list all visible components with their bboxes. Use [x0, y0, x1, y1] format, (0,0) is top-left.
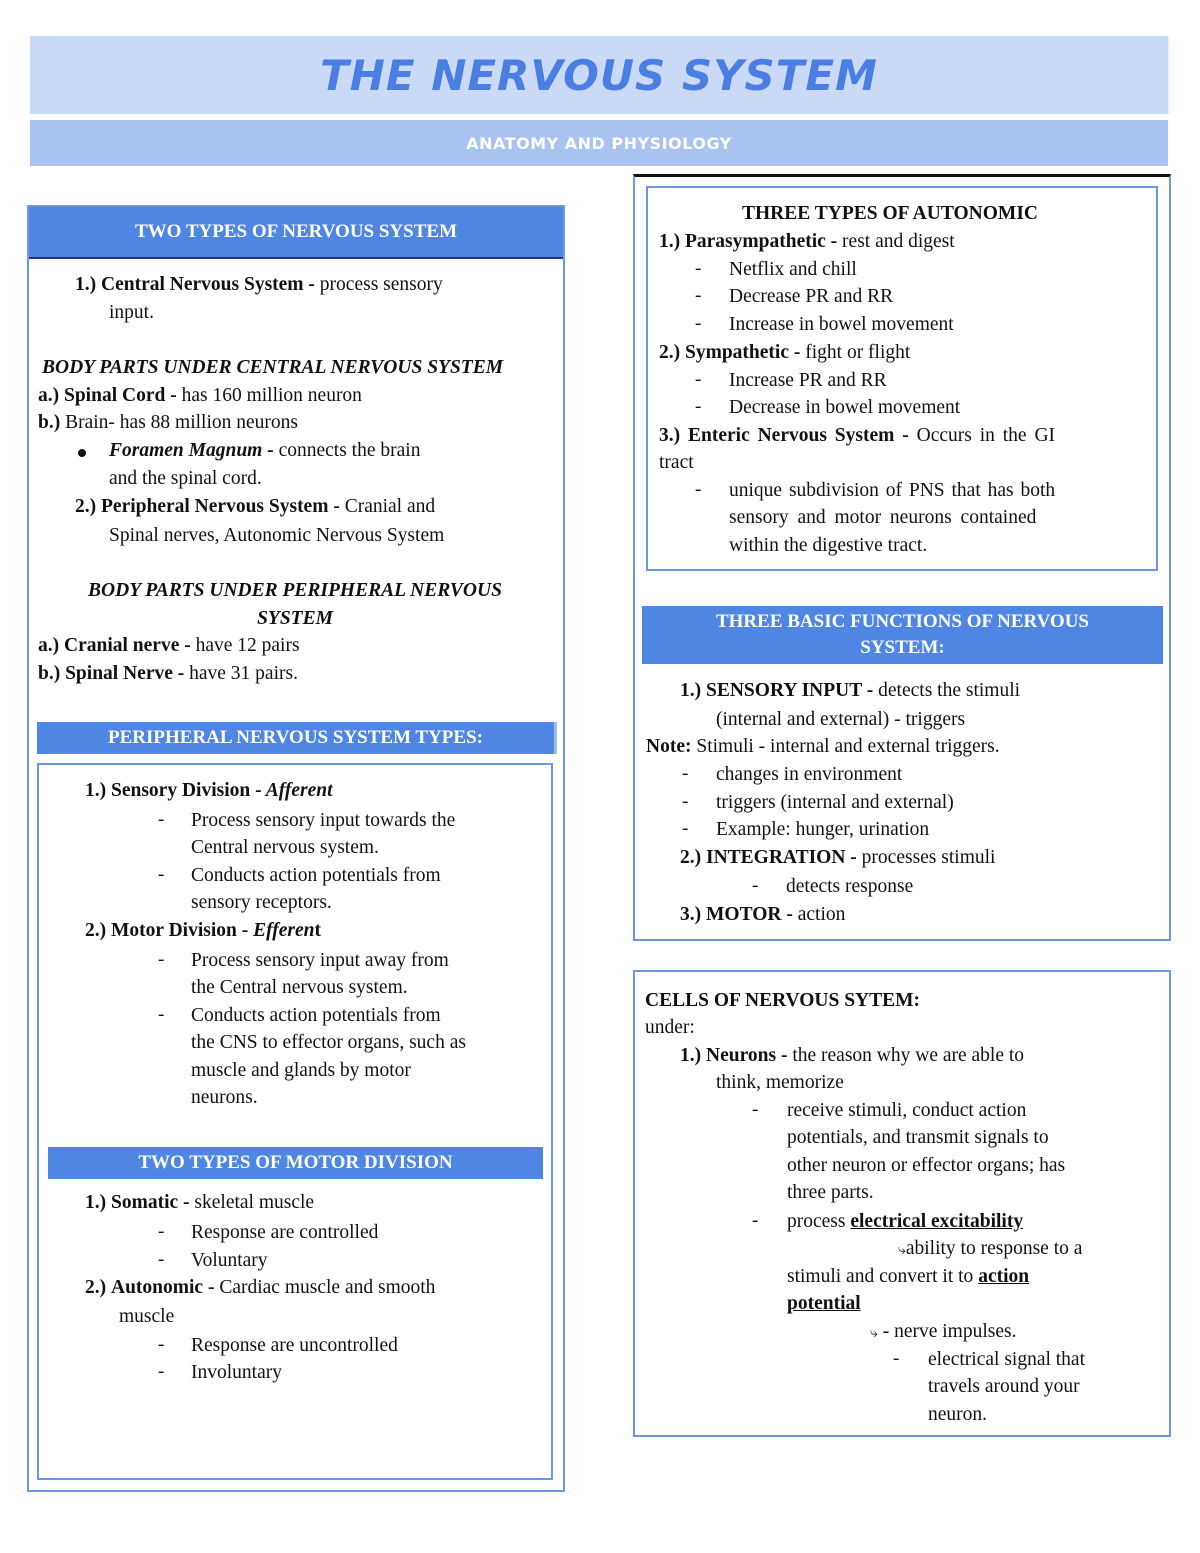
subtitle-banner — [30, 120, 1168, 166]
md-bullet-2: Conducts action potentials from — [191, 1005, 441, 1026]
dash: - — [158, 1334, 165, 1355]
note-bullet-2: triggers (internal and external) — [716, 792, 954, 813]
symp-bullet-2: Decrease in bowel movement — [729, 397, 961, 418]
spinal-cord-item: a.) Spinal Cord - has 160 million neuron — [38, 385, 362, 406]
dash: - — [158, 1221, 165, 1242]
dash: - — [158, 809, 165, 830]
dash: - — [682, 763, 689, 784]
page-title: THE NERVOUS SYSTEM — [320, 50, 878, 100]
page-subtitle: ANATOMY AND PHYSIOLOGY — [466, 133, 732, 153]
parasympathetic-item: 1.) Parasympathetic - rest and digest — [659, 231, 955, 252]
md-bullet-2-cont: muscle and glands by motor — [191, 1060, 411, 1081]
ability-line: ⤷ability to response to a — [898, 1238, 1083, 1259]
arrow-icon: ⤷ — [898, 1242, 906, 1258]
md-bullet-2-cont: the CNS to effector organs, such as — [191, 1032, 466, 1053]
sensory-input-item: 1.) SENSORY INPUT - detects the stimuli — [680, 680, 1021, 701]
enteric-bullet-1-cont: within the digestive tract. — [729, 535, 928, 556]
cells-under: under: — [645, 1017, 695, 1038]
pns-item-cont: Spinal nerves, Autonomic Nervous System — [109, 525, 445, 546]
dash: - — [158, 1361, 165, 1382]
dash: - — [158, 864, 165, 885]
dash: - — [695, 285, 702, 306]
dash: - — [695, 396, 702, 417]
autonomic-item: 2.) Autonomic - Cardiac muscle and smooth — [85, 1277, 436, 1298]
dash: - — [752, 1210, 759, 1231]
para-bullet-3: Increase in bowel movement — [729, 314, 954, 335]
sd-bullet-2: Conducts action potentials from — [191, 865, 441, 886]
cells-box — [633, 970, 1171, 1437]
symp-bullet-1: Increase PR and RR — [729, 370, 887, 391]
foramen-magnum-cont: and the spinal cord. — [109, 468, 262, 489]
neuron-bullet-1-cont: three parts. — [787, 1182, 874, 1203]
enteric-bullet-1-cont: sensory and motor neurons contained — [729, 507, 1037, 528]
md-bullet-1: Process sensory input away from — [191, 950, 449, 971]
neuron-bullet-2: process electrical excitability — [787, 1211, 1024, 1232]
motor-division-item: 2.) Motor Division - Efferent — [85, 920, 321, 941]
section-header-pns-types: PERIPHERAL NERVOUS SYSTEM TYPES: — [37, 722, 557, 754]
enteric-item-cont: tract — [659, 452, 694, 473]
autonomic-bullet-2: Involuntary — [191, 1362, 282, 1383]
motor-item: 3.) MOTOR - action — [680, 904, 846, 925]
integration-bullet-1: detects response — [786, 876, 914, 897]
note-bullet-3: Example: hunger, urination — [716, 819, 930, 840]
potential-line: potential — [787, 1293, 861, 1314]
sensory-division-item: 1.) Sensory Division - Afferent — [85, 780, 333, 801]
sympathetic-item: 2.) Sympathetic - fight or flight — [659, 342, 911, 363]
sd-bullet-1: Process sensory input towards the — [191, 810, 456, 831]
dash: - — [158, 1249, 165, 1270]
section-header-basic-functions: THREE BASIC FUNCTIONS OF NERVOUS SYSTEM: — [642, 606, 1163, 664]
para-bullet-2: Decrease PR and RR — [729, 286, 894, 307]
sensory-input-cont: (internal and external) - triggers — [716, 709, 966, 730]
note-item: Note: Stimuli - internal and external triggers. — [646, 736, 1000, 757]
foramen-magnum-item: Foramen Magnum - connects the brain — [109, 440, 421, 461]
dash: - — [695, 479, 702, 500]
neuron-bullet-1-cont: other neuron or effector organs; has — [787, 1155, 1066, 1176]
dash: - — [752, 875, 759, 896]
dash: - — [158, 1004, 165, 1025]
integration-item: 2.) INTEGRATION - processes stimuli — [680, 847, 996, 868]
cells-heading: CELLS OF NERVOUS SYTEM: — [645, 990, 921, 1011]
dash: - — [752, 1099, 759, 1120]
autonomic-bullet-1: Response are uncontrolled — [191, 1335, 398, 1356]
impulse-bullet-1-cont: neuron. — [928, 1404, 988, 1425]
cns-item: 1.) Central Nervous System - process sensory — [75, 274, 443, 295]
neuron-bullet-1: receive stimuli, conduct action — [787, 1100, 1027, 1121]
section-header-two-types-nervous: TWO TYPES OF NERVOUS SYSTEM — [29, 207, 563, 259]
neurons-item-cont: think, memorize — [716, 1072, 844, 1093]
cns-parts-heading: BODY PARTS UNDER CENTRAL NERVOUS SYSTEM — [42, 357, 504, 378]
stimuli-line: stimuli and convert it to action — [787, 1266, 1030, 1287]
dash: - — [682, 791, 689, 812]
dash: - — [695, 369, 702, 390]
somatic-bullet-1: Response are controlled — [191, 1222, 379, 1243]
title-banner — [30, 36, 1170, 114]
bullet-dot — [78, 449, 86, 457]
dash: - — [695, 313, 702, 334]
dash: - — [682, 818, 689, 839]
neuron-bullet-1-cont: potentials, and transmit signals to — [787, 1127, 1049, 1148]
section-header-motor-division: TWO TYPES OF MOTOR DIVISION — [48, 1147, 543, 1179]
impulses-line: ⤷ - nerve impulses. — [870, 1321, 1017, 1342]
pns-parts-heading: BODY PARTS UNDER PERIPHERAL NERVOUS SYSTEM — [88, 580, 502, 629]
pns-item: 2.) Peripheral Nervous System - Cranial and — [75, 496, 436, 517]
enteric-item: 3.) Enteric Nervous System - Occurs in the GI — [659, 425, 1056, 446]
dash: - — [158, 949, 165, 970]
enteric-bullet-1: unique subdivision of PNS that has both — [729, 480, 1056, 501]
sd-bullet-1-cont: Central nervous system. — [191, 837, 379, 858]
cranial-nerve-item: a.) Cranial nerve - have 12 pairs — [38, 635, 300, 656]
spinal-nerve-item: b.) Spinal Nerve - have 31 pairs. — [38, 663, 298, 684]
dash: - — [893, 1348, 900, 1369]
autonomic-item-cont: muscle — [119, 1306, 175, 1327]
impulse-bullet-1-cont: travels around your — [928, 1376, 1080, 1397]
brain-item: b.) Brain- has 88 million neurons — [38, 412, 298, 433]
impulse-bullet-1: electrical signal that — [928, 1349, 1086, 1370]
dash: - — [695, 258, 702, 279]
cns-item-cont: input. — [109, 302, 154, 323]
md-bullet-2-cont: neurons. — [191, 1087, 258, 1108]
autonomic-heading: THREE TYPES OF AUTONOMIC — [742, 203, 1038, 224]
arrow-icon: ⤷ — [870, 1325, 878, 1341]
neurons-item: 1.) Neurons - the reason why we are able to — [680, 1045, 1025, 1066]
somatic-bullet-2: Voluntary — [191, 1250, 268, 1271]
note-bullet-1: changes in environment — [716, 764, 903, 785]
md-bullet-1-cont: the Central nervous system. — [191, 977, 408, 998]
para-bullet-1: Netflix and chill — [729, 259, 857, 280]
sd-bullet-2-cont: sensory receptors. — [191, 892, 332, 913]
somatic-item: 1.) Somatic - skeletal muscle — [85, 1192, 315, 1213]
